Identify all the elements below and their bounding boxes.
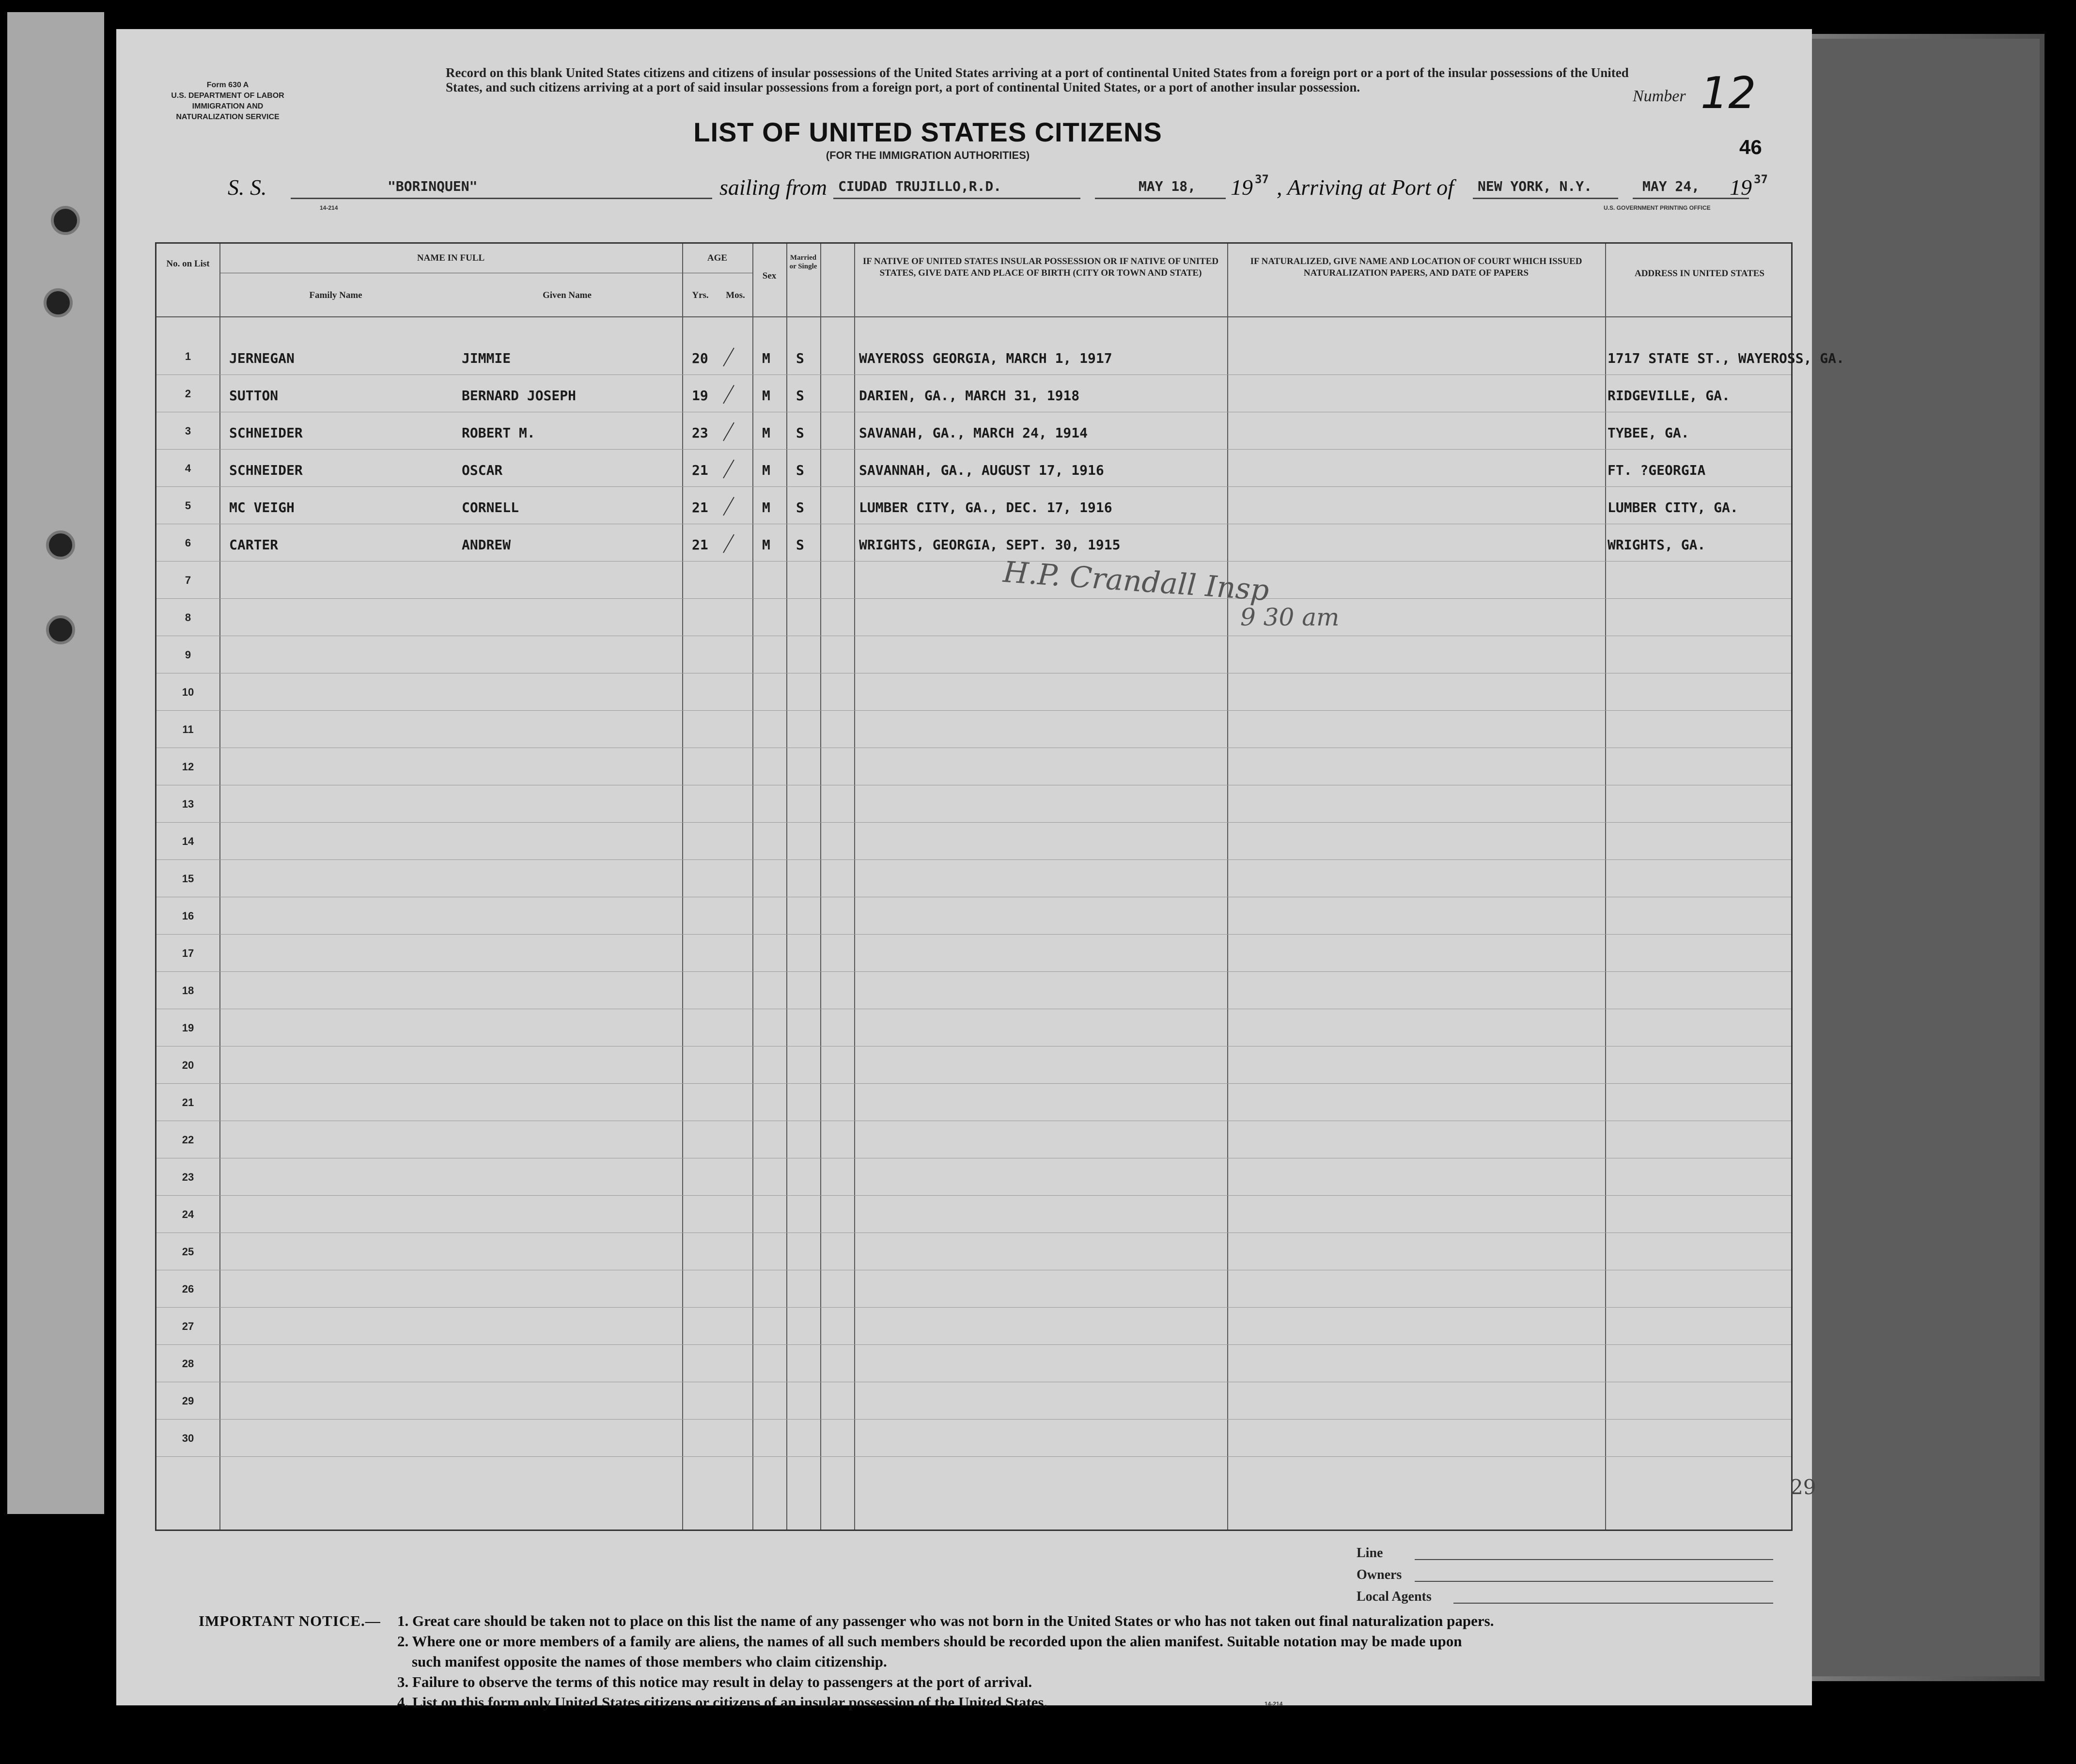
sail-date: MAY 18, bbox=[1139, 178, 1196, 194]
row-number: 25 bbox=[182, 1246, 194, 1258]
row-number: 2 bbox=[185, 388, 191, 400]
sex: M bbox=[762, 425, 770, 441]
age-years: 23 bbox=[692, 425, 708, 441]
marital-status: S bbox=[796, 388, 804, 404]
field-underline bbox=[1415, 1581, 1773, 1582]
column-divider bbox=[786, 244, 787, 1530]
row-rule bbox=[156, 859, 1791, 860]
row-rule bbox=[156, 598, 1791, 599]
page-reference: 46 bbox=[1739, 136, 1762, 158]
form-code-top: 14-214 bbox=[320, 204, 338, 211]
row-number: 4 bbox=[185, 462, 191, 474]
sex: M bbox=[762, 388, 770, 404]
address: WRIGHTS, GA. bbox=[1608, 537, 1706, 553]
column-divider bbox=[219, 244, 220, 1530]
tick-mark bbox=[723, 459, 734, 478]
from-underline bbox=[833, 198, 1080, 199]
address: LUMBER CITY, GA. bbox=[1608, 500, 1738, 515]
row-rule bbox=[156, 1344, 1791, 1345]
col-address: ADDRESS IN UNITED STATES bbox=[1634, 268, 1764, 279]
notice-item: 1. Great care should be taken not to place on this list the name of any passenger who was not born in the United States or who has not taken out final naturalization papers. bbox=[397, 1612, 1494, 1629]
row-number: 1 bbox=[185, 350, 191, 362]
manifest-sheet bbox=[116, 29, 1844, 1711]
row-number: 21 bbox=[182, 1096, 194, 1108]
port-underline bbox=[1473, 198, 1618, 199]
ship-name: "BORINQUEN" bbox=[388, 178, 478, 194]
number-value: 12 bbox=[1701, 68, 1756, 119]
birth-place-date: LUMBER CITY, GA., DEC. 17, 1916 bbox=[859, 500, 1112, 515]
date-underline bbox=[1095, 198, 1226, 199]
family-name: CARTER bbox=[229, 537, 279, 553]
age-years: 21 bbox=[692, 462, 708, 478]
inspection-time: 9 30 am bbox=[1240, 603, 1340, 631]
row-number: 8 bbox=[185, 611, 191, 624]
row-number: 18 bbox=[182, 984, 194, 997]
given-name: ANDREW bbox=[462, 537, 511, 553]
column-divider bbox=[1605, 244, 1606, 1530]
birth-place-date: SAVANNAH, GA., AUGUST 17, 1916 bbox=[859, 462, 1104, 478]
address: RIDGEVILLE, GA. bbox=[1608, 388, 1730, 404]
binder-strip bbox=[7, 12, 104, 1514]
tick-mark bbox=[723, 534, 734, 553]
age-years: 21 bbox=[692, 500, 708, 515]
form-code-bottom: 14-214 bbox=[1264, 1701, 1283, 1707]
address: 1717 STATE ST., WAYEROSS, GA. bbox=[1608, 350, 1844, 366]
given-name: BERNARD JOSEPH bbox=[462, 388, 577, 404]
row-number: 6 bbox=[185, 537, 191, 549]
col-mos: Mos. bbox=[726, 290, 745, 300]
binder-hole bbox=[44, 288, 73, 317]
row-number: 10 bbox=[182, 686, 194, 698]
given-name: OSCAR bbox=[462, 462, 503, 478]
row-number: 19 bbox=[182, 1022, 194, 1034]
birth-place-date: WRIGHTS, GEORGIA, SEPT. 30, 1915 bbox=[859, 537, 1121, 553]
row-number: 13 bbox=[182, 798, 194, 810]
year-prefix-2: 19 bbox=[1730, 175, 1752, 200]
ship-underline bbox=[291, 198, 712, 199]
field-underline bbox=[1415, 1559, 1773, 1560]
col-name-in-full: NAME IN FULL bbox=[417, 253, 485, 263]
tick-mark bbox=[723, 422, 734, 441]
family-name: MC VEIGH bbox=[229, 500, 295, 515]
tick-mark bbox=[723, 385, 734, 404]
row-number: 16 bbox=[182, 910, 194, 922]
row-number: 14 bbox=[182, 835, 194, 847]
col-given-name: Given Name bbox=[543, 290, 592, 300]
row-number: 26 bbox=[182, 1283, 194, 1295]
age-years: 19 bbox=[692, 388, 708, 404]
row-rule bbox=[156, 486, 1791, 487]
year-suffix-2: 37 bbox=[1754, 172, 1768, 186]
field-underline bbox=[1453, 1603, 1773, 1604]
binder-hole bbox=[46, 615, 75, 644]
col-married-single: Married or Single bbox=[789, 254, 817, 270]
row-rule bbox=[156, 710, 1791, 711]
birth-place-date: WAYEROSS GEORGIA, MARCH 1, 1917 bbox=[859, 350, 1112, 366]
row-number: 23 bbox=[182, 1171, 194, 1183]
row-number: 5 bbox=[185, 500, 191, 512]
sex: M bbox=[762, 350, 770, 366]
row-number: 9 bbox=[185, 649, 191, 661]
row-number: 12 bbox=[182, 761, 194, 773]
given-name: ROBERT M. bbox=[462, 425, 535, 441]
row-number: 7 bbox=[185, 574, 191, 586]
row-number: 28 bbox=[182, 1358, 194, 1370]
sailing-label: sailing from bbox=[719, 175, 827, 200]
marital-status: S bbox=[796, 537, 804, 553]
row-number: 17 bbox=[182, 947, 194, 959]
row-number: 27 bbox=[182, 1320, 194, 1332]
form-number: Form 630 A bbox=[206, 81, 249, 89]
birth-place-date: DARIEN, GA., MARCH 31, 1918 bbox=[859, 388, 1080, 404]
footer-fields bbox=[1357, 1545, 1432, 1611]
column-divider bbox=[752, 244, 753, 1530]
form-identification bbox=[155, 80, 300, 123]
row-rule bbox=[156, 561, 1791, 562]
page-number: 29 bbox=[1790, 1475, 1816, 1499]
col-age: AGE bbox=[707, 253, 728, 263]
line-field bbox=[1357, 1545, 1432, 1567]
binder-hole bbox=[46, 531, 75, 560]
marital-status: S bbox=[796, 425, 804, 441]
page-subtitle: (FOR THE IMMIGRATION AUTHORITIES) bbox=[826, 149, 1030, 161]
year-prefix: 19 bbox=[1231, 175, 1253, 200]
row-number: 11 bbox=[182, 723, 194, 735]
owners-label: Owners bbox=[1357, 1567, 1402, 1582]
row-rule bbox=[156, 1419, 1791, 1420]
col-birth: IF NATIVE OF UNITED STATES INSULAR POSSESSION OR IF NATIVE OF UNITED STATES, GIVE DATE AND PLACE OF BIRTH (CITY OR TOWN AND STATE) bbox=[862, 256, 1219, 278]
given-name: CORNELL bbox=[462, 500, 519, 515]
marital-status: S bbox=[796, 350, 804, 366]
notice-item: such manifest opposite the names of those members who claim citizenship. bbox=[412, 1653, 887, 1670]
address: FT. ?GEORGIA bbox=[1608, 462, 1706, 478]
row-number: 15 bbox=[182, 873, 194, 885]
row-number: 24 bbox=[182, 1208, 194, 1220]
department: U.S. DEPARTMENT OF LABOR bbox=[171, 92, 284, 100]
binder-hole bbox=[51, 206, 80, 235]
ss-label: S. S. bbox=[228, 175, 267, 200]
row-rule bbox=[156, 1456, 1791, 1457]
tick-mark bbox=[723, 497, 734, 515]
given-name: JIMMIE bbox=[462, 350, 511, 366]
column-divider bbox=[820, 244, 821, 1530]
arrival-date: MAY 24, bbox=[1642, 178, 1700, 194]
sex: M bbox=[762, 537, 770, 553]
from-port: CIUDAD TRUJILLO,R.D. bbox=[838, 178, 1002, 194]
record-instructions: Record on this blank United States citizens and citizens of insular possessions of the United States arriving at a port of continental United States from a foreign port or a port of the insular possessions of the United States, and such citizens arriving at a port of said insular possessions from a foreign port, a port of continental United States, or a port of another insular possession. bbox=[446, 65, 1629, 94]
service-line-2: NATURALIZATION SERVICE bbox=[176, 113, 280, 121]
col-family-name: Family Name bbox=[309, 290, 362, 300]
col-sex: Sex bbox=[762, 271, 777, 281]
header-divider bbox=[156, 316, 1791, 317]
marital-status: S bbox=[796, 462, 804, 478]
column-divider bbox=[854, 244, 855, 1530]
age-years: 21 bbox=[692, 537, 708, 553]
row-rule bbox=[156, 1195, 1791, 1196]
row-rule bbox=[156, 971, 1791, 972]
birth-place-date: SAVANAH, GA., MARCH 24, 1914 bbox=[859, 425, 1088, 441]
passenger-table bbox=[155, 242, 1844, 1531]
inspector-signature: H.P. Crandall Insp bbox=[1002, 555, 1270, 608]
year-suffix: 37 bbox=[1255, 172, 1269, 186]
sex: M bbox=[762, 500, 770, 515]
notice-heading: IMPORTANT NOTICE.— bbox=[199, 1612, 381, 1629]
row-rule bbox=[156, 934, 1791, 935]
arrival-port: NEW YORK, N.Y. bbox=[1478, 178, 1592, 194]
col-no: No. on List bbox=[166, 259, 210, 269]
family-name: JERNEGAN bbox=[229, 350, 295, 366]
line-label: Line bbox=[1357, 1545, 1383, 1561]
sex: M bbox=[762, 462, 770, 478]
row-rule bbox=[156, 1307, 1791, 1308]
page-title: LIST OF UNITED STATES CITIZENS bbox=[693, 117, 1162, 147]
arriving-label: , Arriving at Port of bbox=[1277, 175, 1454, 200]
local-agents-field bbox=[1357, 1589, 1432, 1611]
column-divider bbox=[682, 244, 683, 1530]
col-naturalized: IF NATURALIZED, GIVE NAME AND LOCATION OF COURT WHICH ISSUED NATURALIZATION PAPERS, AND DATE OF PAPERS bbox=[1250, 256, 1582, 278]
col-yrs: Yrs. bbox=[692, 290, 709, 300]
column-divider bbox=[1227, 244, 1228, 1530]
tick-mark bbox=[723, 347, 734, 366]
service-line-1: IMMIGRATION AND bbox=[192, 102, 264, 110]
local-agents-label: Local Agents bbox=[1357, 1589, 1432, 1604]
owners-field bbox=[1357, 1567, 1432, 1589]
form-header bbox=[116, 29, 1812, 213]
family-name: SUTTON bbox=[229, 388, 279, 404]
notice-item: 3. Failure to observe the terms of this notice may result in delay to passengers at the port of arrival. bbox=[397, 1673, 1032, 1690]
notice-item: 2. Where one or more members of a family are aliens, the names of all such members should be recorded upon the alien manifest. Suitable notation may be made upon bbox=[397, 1633, 1462, 1650]
family-name: SCHNEIDER bbox=[229, 462, 303, 478]
row-number: 20 bbox=[182, 1059, 194, 1071]
marital-status: S bbox=[796, 500, 804, 515]
row-rule bbox=[156, 449, 1791, 450]
family-name: SCHNEIDER bbox=[229, 425, 303, 441]
notice-item: 4. List on this form only United States citizens or citizens of an insular possession of the United States. bbox=[397, 1694, 1048, 1711]
row-rule bbox=[156, 822, 1791, 823]
printer-credit: U.S. GOVERNMENT PRINTING OFFICE bbox=[1604, 204, 1711, 211]
address: TYBEE, GA. bbox=[1608, 425, 1689, 441]
row-number: 22 bbox=[182, 1134, 194, 1146]
row-rule bbox=[156, 1083, 1791, 1084]
age-years: 20 bbox=[692, 350, 708, 366]
number-label: Number bbox=[1633, 87, 1686, 105]
voyage-line bbox=[116, 174, 1812, 208]
row-number: 29 bbox=[182, 1395, 194, 1407]
row-number: 3 bbox=[185, 425, 191, 437]
row-number: 30 bbox=[182, 1432, 194, 1444]
